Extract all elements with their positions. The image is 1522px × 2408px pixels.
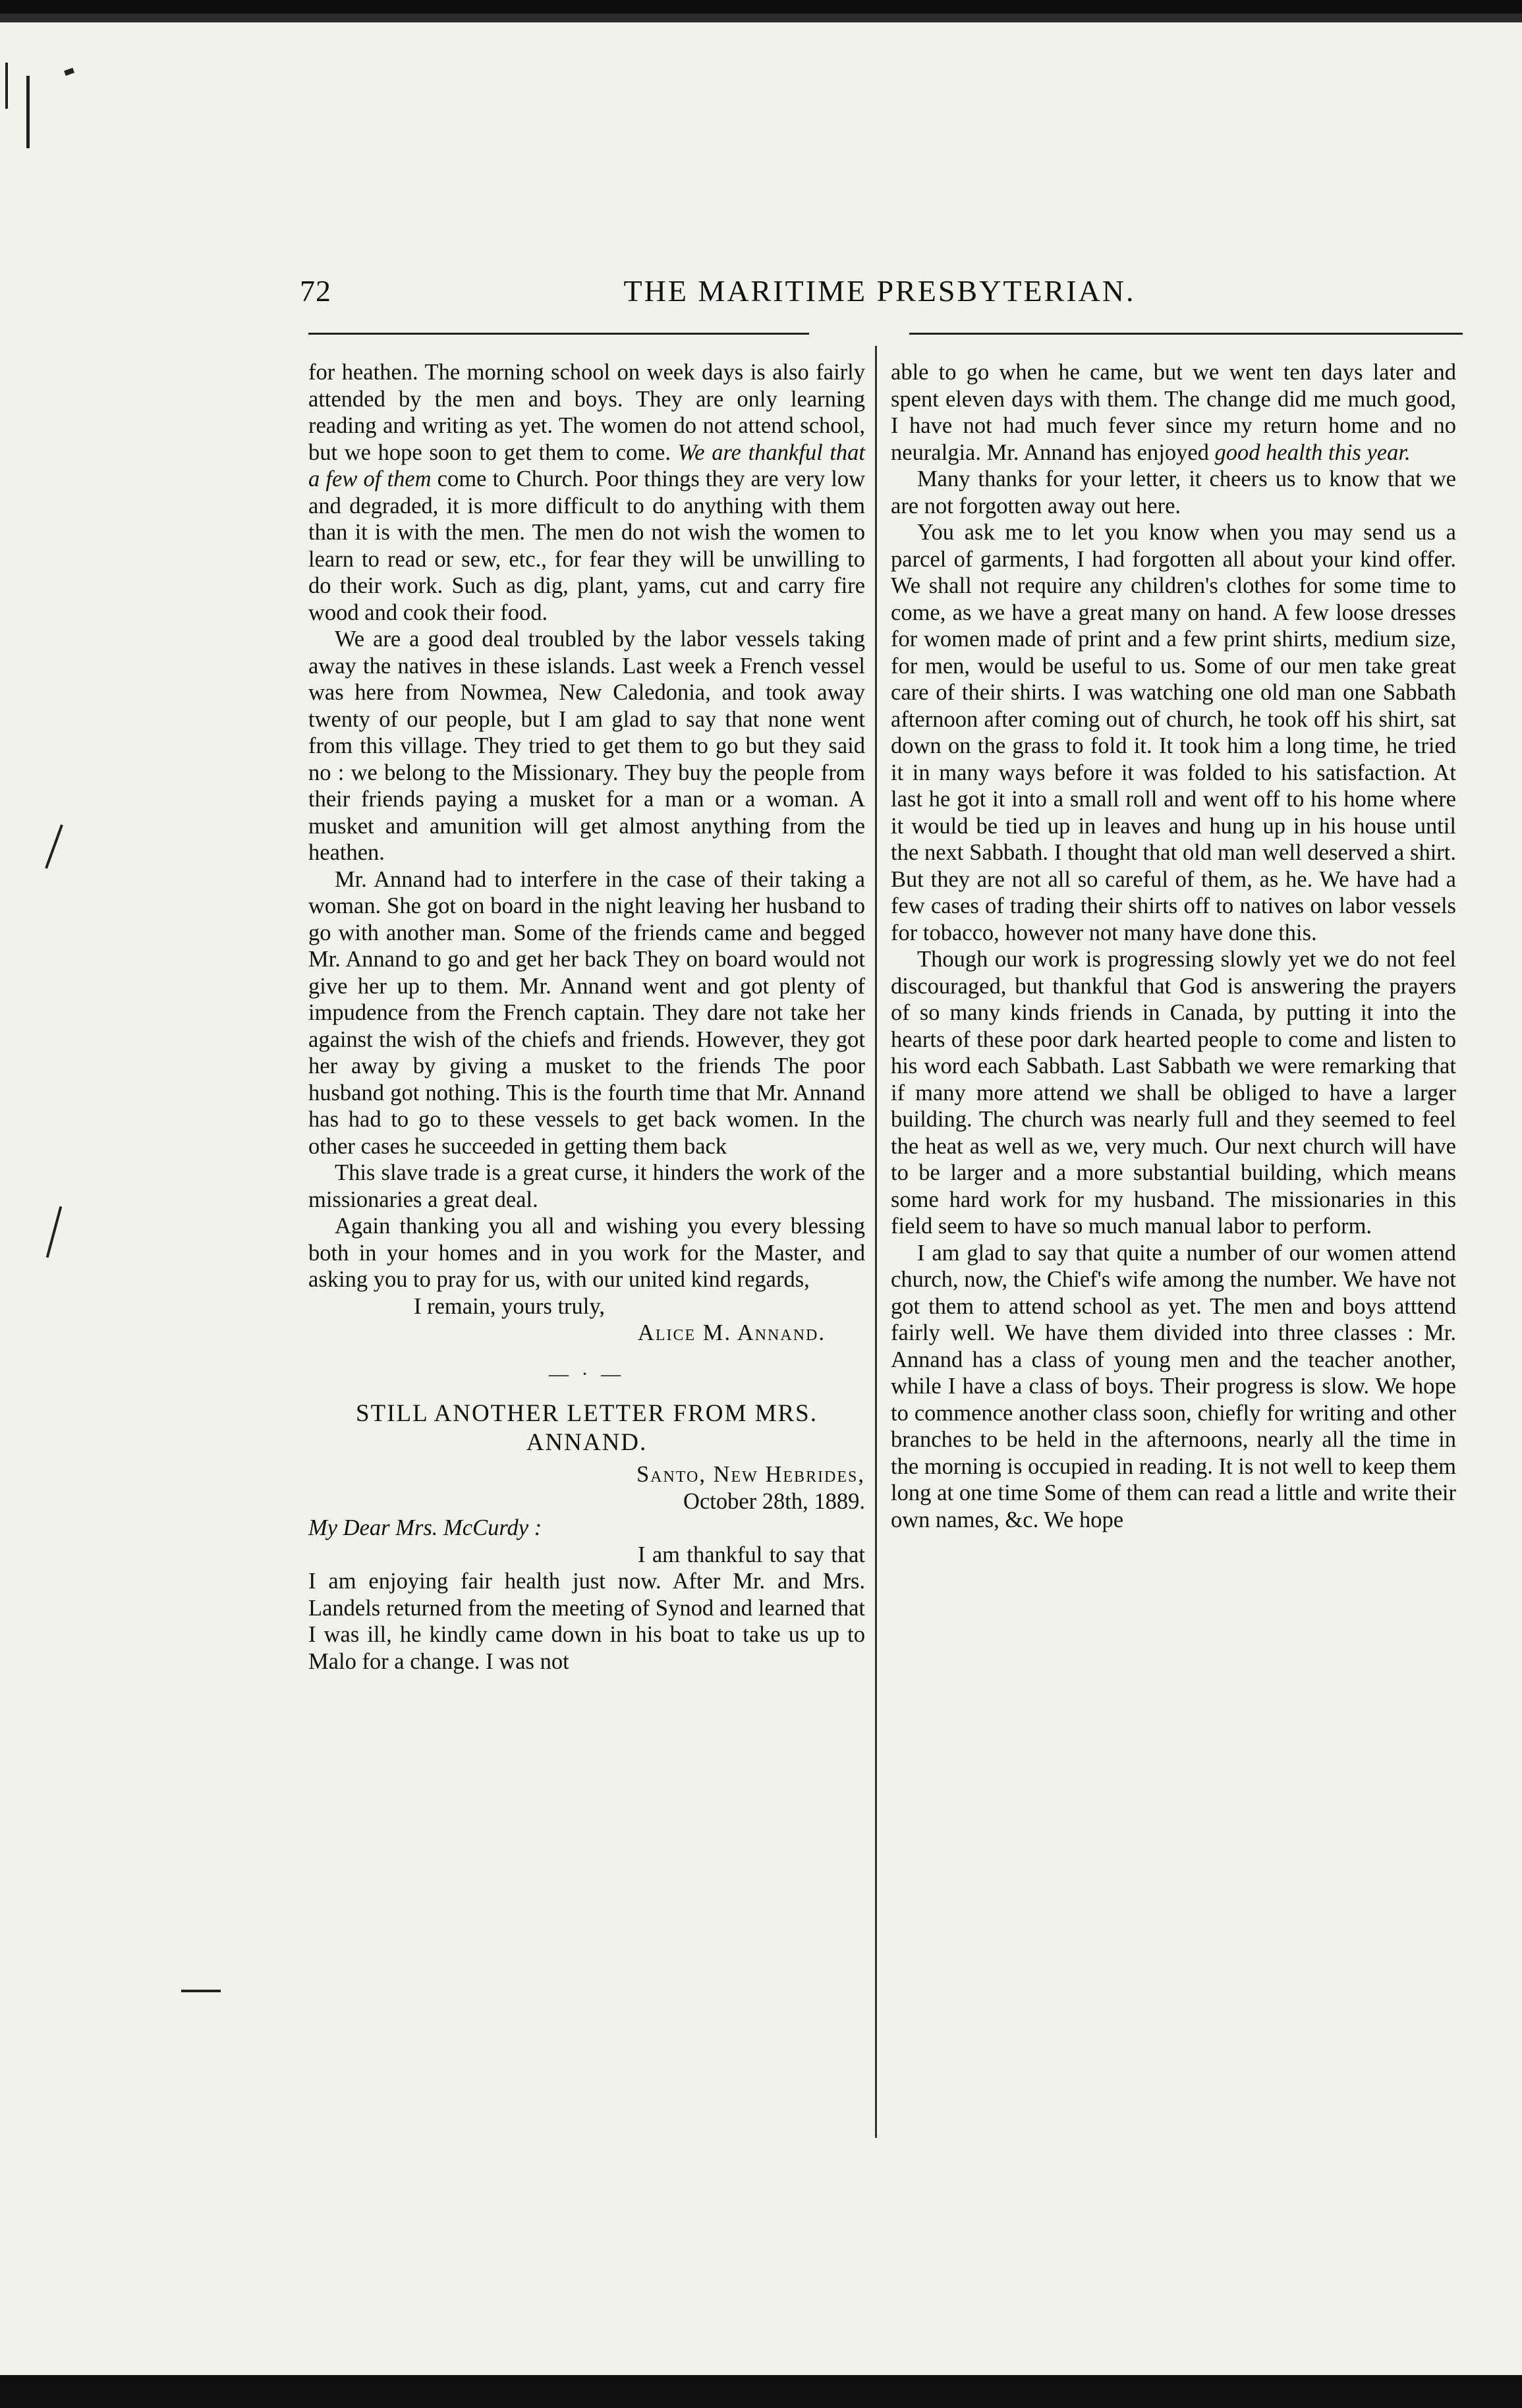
dateline-date: October 28th, 1889. [683,1488,865,1514]
paragraph: Again thanking you all and wishing you every blessing both in your homes and in you work for the Master, and asking you to pray for us, with our united kind regards, [308,1214,865,1292]
salutation: My Dear Mrs. McCurdy : [308,1515,542,1540]
paragraph: Many thanks for your letter, it cheers us to know that we are not forgotten away out here. [891,466,1456,518]
section-separator: — · — [549,1362,625,1385]
paragraph: This slave trade is a great curse, it hinders the work of the missionaries a great deal. [308,1160,865,1212]
header-rule-left [308,333,809,335]
section-title: STILL ANOTHER LETTER FROM MRS. ANNAND. [355,1400,818,1456]
page-number: 72 [300,274,331,308]
signature: Alice M. Annand. [637,1320,826,1345]
journal-title: THE MARITIME PRESBYTERIAN. [623,274,1136,308]
paragraph: for heathen. The morning school on week days is also fairly attended by the men and boys. They are only learning reading and writing as yet. The women do not attend school, but we hope soon to get them to come. We are thankful that a few of them come to Church. Poor things they are very low and degraded, it is more difficult to do anything with them than it is with the men. The men do not wish the women to learn to read or sew, etc., for fear they will be unwilling to do their work. Such as dig, plant, yams, cut and carry fire wood and cook their food. [308,360,866,625]
column-divider [875,346,877,2138]
right-column [891,359,1456,1533]
margin-mark [46,1206,63,1258]
left-column [308,359,865,1675]
margin-mark [45,824,63,868]
paragraph: Though our work is progressing slowly yet we do not feel discouraged, but thankful that God is answering the prayers of so many kinds friends in Canada, by putting it into the hearts of these poor dark hearted people to come and listen to his word each Sabbath. Last Sabbath we were remarking that if many more attend we shall be obliged to have a larger building. The church was nearly full and they seemed to feel the heat as well as we, very much. Our next church will have to be larger and a more substantial building, which means some hard work for my husband. The missionaries in this field seem to have so much manual labor to perform. [891,947,1456,1239]
paragraph: I am glad to say that quite a number of our women attend church, now, the Chief's wife among the number. We have not got them to attend school as yet. The men and boys atttend fairly well. We have them divided into three classes : Mr. Annand has a class of young men and the teacher another, while I have a class of boys. Their progress is slow. We hope to commence another class soon, chiefly for writing and other branches to be held in the afternoons, nearly all the time in the morning is occupied in reading. It is not well to keep them long at one time Some of them can read a little and write their own names, &c. We hope [891,1240,1456,1532]
margin-mark [64,68,74,76]
scan-top-edge [0,0,1522,22]
paragraph: able to go when he came, but we went ten days later and spent eleven days with them. The change did me much good, I have not had much fever since my return home and no neuralgia. Mr. Annand has enjoyed good health this year. [891,360,1456,465]
paragraph: You ask me to let you know when you may send us a parcel of garments, I had forgotten all about your kind offer. We shall not require any children's clothes for some time to come, as we have a great many on hand. A few loose dresses for women made of print and a few print shirts, medium size, for men, would be useful to us. Some of our men take great care of their shirts. I was watching one old man one Sabbath afternoon after coming out of church, he took off his shirt, sat down on the grass to fold it. It took him a long time, he tried it in many ways before it was folded to his satisfaction. At last he got it into a small roll and went off to his home where it would be tied up in leaves and hung up in his house until the next Sabbath. I thought that old man well deserved a shirt. But they are not all so careful of them, as he. We have had a few cases of trading their shirts off to natives on labor vessels for tobacco, however not many have done this. [891,520,1456,945]
dateline-place: Santo, New Hebrides, [636,1462,865,1487]
scan-bottom-edge [0,2375,1522,2408]
paragraph: We are a good deal troubled by the labor vessels taking away the natives in these islands. Last week a French vessel was here from Nowmea, New Caledonia, and took away twenty of our people, but I am glad to say that none went from this village. They tried to get them to go but they said no : we belong to the Missionary. They buy the people from their friends paying a musket for a man or a woman. A musket and amunition will get almost anything from the heathen. [308,627,865,865]
margin-mark [181,1990,221,1992]
header-rule-right [909,333,1463,335]
letter-closing [308,1293,865,1347]
page-header [300,273,1459,313]
margin-mark [5,63,8,109]
paragraph: Mr. Annand had to interfere in the case of their taking a woman. She got on board in the night leaving her husband to go with another man. Some of the friends came and begged Mr. Annand to go and get her back They on board would not give her up to them. Mr. Annand went and got plenty of impudence from the French captain. They dare not take her against the wish of the chiefs and friends. However, they got her away by giving a musket to the friends The poor husband got nothing. This is the fourth time that Mr. Annand has had to go to these vessels to get back women. In the other cases he succeeded in getting them back [308,866,865,1159]
paragraph: I am thankful to say that I am enjoying fair health just now. After Mr. and Mrs. Landels returned from the meeting of Synod and learned that I was ill, he kindly came down in his boat to take us up to Malo for a change. I was not [308,1542,865,1674]
margin-mark [26,76,30,148]
closing-line: I remain, yours truly, [414,1293,605,1319]
